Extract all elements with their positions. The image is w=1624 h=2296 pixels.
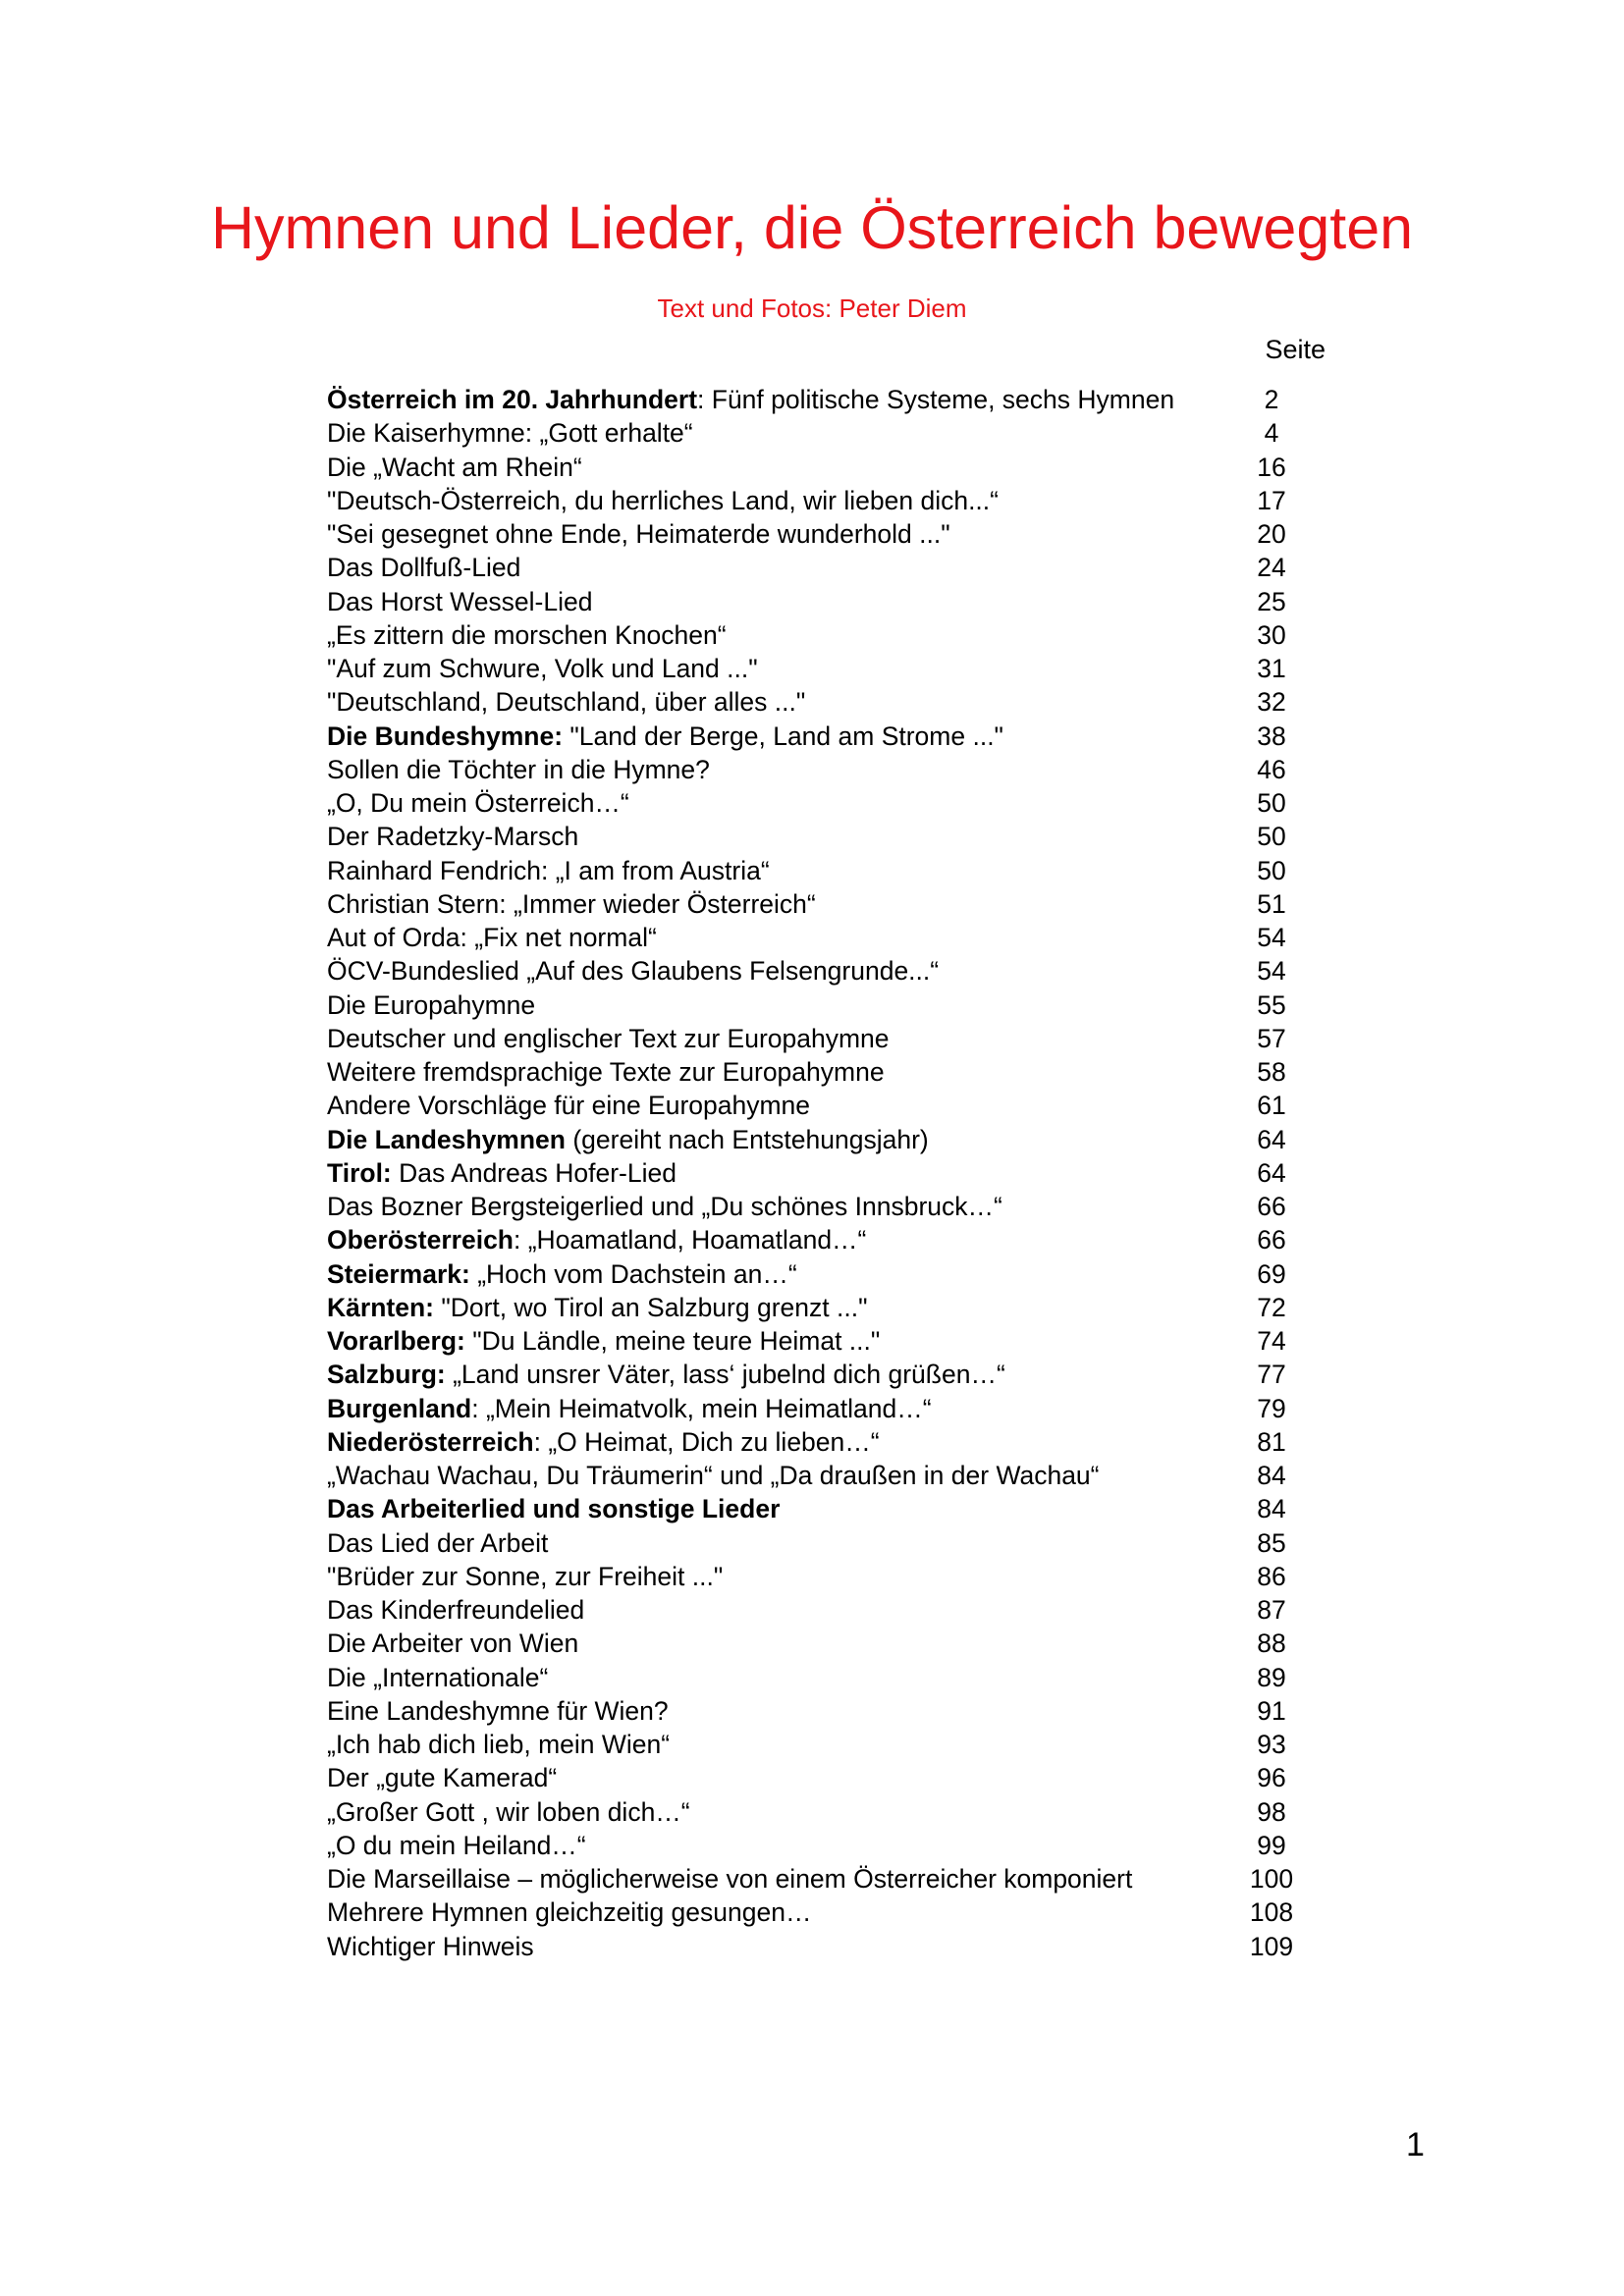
toc-entry-bold-text: Burgenland xyxy=(327,1393,472,1423)
toc-entry-text: „Großer Gott , wir loben dich…“ xyxy=(327,1796,690,1827)
toc-entry-title xyxy=(327,1459,1100,1492)
toc-entry-text: (gereiht nach Entstehungsjahr) xyxy=(565,1124,929,1154)
toc-entry-bold-text: Niederösterreich xyxy=(327,1426,534,1457)
toc-entry-text: Aut of Orda: „Fix net normal“ xyxy=(327,923,657,952)
toc-entry xyxy=(327,685,1328,719)
toc-entry-text: „O, Du mein Österreich…“ xyxy=(327,788,629,818)
toc-entry-title xyxy=(327,1896,811,1929)
toc-entry-page: 17 xyxy=(1257,485,1286,515)
toc-entry-title xyxy=(327,1694,669,1728)
toc-entry-text: "Du Ländle, meine teure Heimat ..." xyxy=(464,1326,881,1356)
toc-entry xyxy=(327,585,1328,618)
toc-entry-page: 66 xyxy=(1257,1192,1286,1221)
toc-entry-title xyxy=(327,921,657,954)
toc-entry-text: Die Europahymne xyxy=(327,989,536,1020)
toc-entry-text: Die Arbeiter von Wien xyxy=(327,1629,579,1659)
toc-entry xyxy=(327,1156,1328,1190)
toc-entry xyxy=(327,451,1328,484)
toc-entry-title xyxy=(327,451,582,484)
toc-entry-text: „Ich hab dich lieb, mein Wien“ xyxy=(327,1730,671,1759)
toc-entry-text: "Sei gesegnet ohne Ende, Heimaterde wunderhold ..." xyxy=(327,519,950,549)
toc-entry-title xyxy=(327,1291,867,1324)
toc-entry xyxy=(327,1257,1328,1291)
toc-entry-text: Eine Landeshymne für Wien? xyxy=(327,1695,669,1726)
toc-entry xyxy=(327,484,1328,517)
toc-entry-bold-text: Österreich im 20. Jahrhundert xyxy=(327,385,698,414)
toc-entry-title xyxy=(327,1358,1005,1391)
toc-entry-page: 38 xyxy=(1257,721,1286,751)
toc-entry xyxy=(327,1930,1328,1963)
toc-entry-text: Das Dollfuß-Lied xyxy=(327,553,521,583)
toc-entry-page: 93 xyxy=(1257,1730,1286,1759)
toc-entry xyxy=(327,854,1328,887)
toc-entry-bold-text: Steiermark: xyxy=(327,1258,470,1289)
toc-entry-text: Die „Internationale“ xyxy=(327,1662,549,1692)
toc-entry-title xyxy=(327,1661,548,1694)
toc-entry-text: Rainhard Fendrich: „I am from Austria“ xyxy=(327,855,770,885)
toc-entry-title xyxy=(327,1392,932,1425)
toc-entry-text: Das Horst Wessel-Lied xyxy=(327,586,593,616)
toc-entry-page: 16 xyxy=(1257,452,1286,482)
toc-entry-title xyxy=(327,1795,690,1829)
toc-entry-text: Sollen die Töchter in die Hymne? xyxy=(327,754,710,784)
toc-entry-title xyxy=(327,1930,534,1963)
document-title: Hymnen und Lieder, die Österreich bewegten xyxy=(210,194,1414,261)
toc-entry-title xyxy=(327,1055,885,1089)
toc-entry-page: 24 xyxy=(1257,553,1286,583)
toc-entry-text: "Land der Berge, Land am Strome ..." xyxy=(563,721,1003,751)
toc-entry-title xyxy=(327,720,1003,753)
toc-entry-title xyxy=(327,1156,677,1190)
toc-entry xyxy=(327,517,1328,551)
toc-entry-text: Weitere fremdsprachige Texte zur Europahymne xyxy=(327,1057,885,1087)
toc-entry-page: 50 xyxy=(1257,855,1286,885)
toc-entry-title xyxy=(327,1492,780,1525)
toc-entry-title xyxy=(327,988,535,1022)
toc-entry-bold-text: Vorarlberg: xyxy=(327,1326,465,1356)
toc-entry xyxy=(327,1560,1328,1593)
toc-entry-page: 55 xyxy=(1257,989,1286,1020)
toc-entry xyxy=(327,551,1328,584)
toc-entry-text: Das Kinderfreundelied xyxy=(327,1595,585,1625)
toc-entry-bold-text: Tirol: xyxy=(327,1157,392,1188)
toc-entry xyxy=(327,1627,1328,1660)
toc-entry-page: 61 xyxy=(1257,1091,1286,1121)
toc-entry-page: 25 xyxy=(1257,586,1286,616)
toc-entry-text: Die Marseillaise – möglicherweise von einem Österreicher komponiert xyxy=(327,1864,1133,1894)
toc-entry xyxy=(327,1492,1328,1525)
toc-entry xyxy=(327,1324,1328,1358)
toc-entry xyxy=(327,1862,1328,1896)
page-number: 1 xyxy=(1406,2126,1425,2163)
toc-entry-text: „Wachau Wachau, Du Träumerin“ und „Da draußen in der Wachau“ xyxy=(327,1461,1100,1490)
toc-entry-page: 84 xyxy=(1257,1494,1286,1524)
toc-entry xyxy=(327,1526,1328,1560)
toc-entry-text: Die „Wacht am Rhein“ xyxy=(327,452,582,482)
toc-entry-text: : „Mein Heimatvolk, mein Heimatland…“ xyxy=(471,1393,932,1423)
toc-entry-text: Andere Vorschläge für eine Europahymne xyxy=(327,1091,811,1121)
toc-entry-title xyxy=(327,1190,1002,1223)
toc-entry-bold-text: Das Arbeiterlied und sonstige Lieder xyxy=(327,1494,781,1524)
toc-entry xyxy=(327,383,1328,416)
toc-entry-title xyxy=(327,753,710,786)
toc-entry-page: 32 xyxy=(1257,687,1286,718)
toc-entry-title xyxy=(327,1761,557,1794)
toc-entry-page: 64 xyxy=(1257,1157,1286,1188)
toc-entry xyxy=(327,416,1328,450)
toc-entry-title xyxy=(327,1257,797,1291)
toc-entry-text: „O du mein Heiland…“ xyxy=(327,1830,586,1860)
toc-entry-page: 84 xyxy=(1257,1461,1286,1490)
toc-entry-title xyxy=(327,416,693,450)
toc-entry-title xyxy=(327,1862,1132,1896)
toc-entry-title xyxy=(327,484,999,517)
toc-entry-title xyxy=(327,1089,810,1122)
toc-entry xyxy=(327,887,1328,921)
toc-entry-page: 66 xyxy=(1257,1225,1286,1255)
toc-entry-page: 87 xyxy=(1257,1595,1286,1625)
toc-entry xyxy=(327,1761,1328,1794)
toc-entry-page: 98 xyxy=(1257,1796,1286,1827)
toc-entry-text: "Deutschland, Deutschland, über alles ..." xyxy=(327,687,806,718)
toc-entry-text: : „Hoamatland, Hoamatland…“ xyxy=(514,1225,867,1255)
toc-entry-text: Deutscher und englischer Text zur Europahymne xyxy=(327,1023,890,1053)
toc-entry-text: Der „gute Kamerad“ xyxy=(327,1763,558,1793)
toc-entry-page: 88 xyxy=(1257,1629,1286,1659)
toc-entry-title xyxy=(327,1526,548,1560)
toc-entry-text: Das Lied der Arbeit xyxy=(327,1527,549,1558)
toc-entry xyxy=(327,1392,1328,1425)
toc-entry-title xyxy=(327,1022,890,1055)
toc-entry-title xyxy=(327,1728,670,1761)
table-of-contents xyxy=(327,383,1328,1963)
toc-entry-page: 54 xyxy=(1257,956,1286,987)
toc-entry xyxy=(327,720,1328,753)
toc-entry-page: 30 xyxy=(1257,619,1286,650)
toc-entry-page: 46 xyxy=(1257,754,1286,784)
toc-entry-title xyxy=(327,854,770,887)
toc-entry-page: 81 xyxy=(1257,1426,1286,1457)
toc-entry-title xyxy=(327,618,727,652)
toc-entry xyxy=(327,1459,1328,1492)
toc-entry-page: 79 xyxy=(1257,1393,1286,1423)
toc-entry-page: 96 xyxy=(1257,1763,1286,1793)
toc-entry xyxy=(327,1661,1328,1694)
toc-entry-title xyxy=(327,383,1174,416)
toc-entry xyxy=(327,921,1328,954)
toc-entry-page: 77 xyxy=(1257,1360,1286,1390)
toc-entry-title xyxy=(327,820,578,853)
toc-entry-page: 91 xyxy=(1257,1695,1286,1726)
toc-entry xyxy=(327,1055,1328,1089)
toc-entry-text: : „O Heimat, Dich zu lieben…“ xyxy=(533,1426,880,1457)
toc-entry-title xyxy=(327,786,629,820)
toc-entry-title xyxy=(327,1560,723,1593)
toc-entry-text: ÖCV-Bundeslied „Auf des Glaubens Felsengrunde...“ xyxy=(327,956,940,987)
toc-entry xyxy=(327,1223,1328,1256)
toc-entry xyxy=(327,786,1328,820)
toc-entry-title xyxy=(327,585,593,618)
toc-entry xyxy=(327,820,1328,853)
toc-entry-page: 20 xyxy=(1257,519,1286,549)
toc-entry-page: 58 xyxy=(1257,1057,1286,1087)
toc-entry xyxy=(327,1896,1328,1929)
toc-entry xyxy=(327,1795,1328,1829)
toc-entry-page: 109 xyxy=(1249,1931,1294,1961)
toc-entry-text: : Fünf politische Systeme, sechs Hymnen xyxy=(697,385,1175,414)
toc-entry xyxy=(327,1728,1328,1761)
toc-entry-page: 51 xyxy=(1257,888,1286,919)
toc-entry-page: 57 xyxy=(1257,1023,1286,1053)
toc-entry xyxy=(327,988,1328,1022)
toc-entry-bold-text: Kärnten: xyxy=(327,1292,434,1322)
toc-entry-title xyxy=(327,887,816,921)
toc-entry-page: 4 xyxy=(1264,418,1279,449)
toc-entry-page: 31 xyxy=(1257,654,1286,683)
toc-entry-title xyxy=(327,1324,880,1358)
toc-entry xyxy=(327,1022,1328,1055)
toc-entry-page: 50 xyxy=(1257,822,1286,852)
toc-entry-bold-text: Salzburg: xyxy=(327,1360,446,1390)
toc-entry-page: 89 xyxy=(1257,1662,1286,1692)
toc-entry-page: 108 xyxy=(1249,1897,1294,1928)
toc-entry-title xyxy=(327,1425,880,1459)
toc-entry xyxy=(327,1425,1328,1459)
toc-entry xyxy=(327,1089,1328,1122)
page-column-header: Seite xyxy=(1265,335,1326,364)
toc-entry-title xyxy=(327,1829,586,1862)
toc-entry xyxy=(327,1829,1328,1862)
toc-entry-page: 99 xyxy=(1257,1830,1286,1860)
toc-entry-title xyxy=(327,1627,578,1660)
toc-entry-text: Das Andreas Hofer-Lied xyxy=(391,1157,677,1188)
toc-entry-text: „Hoch vom Dachstein an…“ xyxy=(469,1258,797,1289)
toc-entry-text: "Auf zum Schwure, Volk und Land ..." xyxy=(327,654,758,683)
toc-entry-text: "Brüder zur Sonne, zur Freiheit ..." xyxy=(327,1561,724,1591)
toc-entry-title xyxy=(327,954,939,988)
toc-entry xyxy=(327,1123,1328,1156)
toc-entry-page: 69 xyxy=(1257,1258,1286,1289)
toc-entry-page: 2 xyxy=(1264,385,1279,414)
toc-entry-text: Der Radetzky-Marsch xyxy=(327,822,579,852)
toc-entry xyxy=(327,1694,1328,1728)
document-subtitle: Text und Fotos: Peter Diem xyxy=(657,294,967,323)
toc-entry-title xyxy=(327,1223,866,1256)
toc-entry-text: Die Kaiserhymne: „Gott erhalte“ xyxy=(327,418,693,449)
toc-entry xyxy=(327,652,1328,685)
toc-entry-text: "Dort, wo Tirol an Salzburg grenzt ..." xyxy=(433,1292,868,1322)
toc-entry xyxy=(327,1593,1328,1627)
toc-entry-text: Christian Stern: „Immer wieder Österreich“ xyxy=(327,888,816,919)
toc-entry-page: 54 xyxy=(1257,923,1286,952)
toc-entry-title xyxy=(327,551,520,584)
toc-entry-title xyxy=(327,1593,584,1627)
toc-entry-page: 86 xyxy=(1257,1561,1286,1591)
toc-entry-page: 64 xyxy=(1257,1124,1286,1154)
toc-entry-title xyxy=(327,685,805,719)
toc-entry xyxy=(327,1358,1328,1391)
toc-entry-page: 72 xyxy=(1257,1292,1286,1322)
toc-entry xyxy=(327,618,1328,652)
toc-entry-page: 50 xyxy=(1257,788,1286,818)
toc-entry-text: Mehrere Hymnen gleichzeitig gesungen… xyxy=(327,1897,812,1928)
toc-entry-text: "Deutsch-Österreich, du herrliches Land, wir lieben dich...“ xyxy=(327,485,999,515)
toc-entry-text: Das Bozner Bergsteigerlied und „Du schönes Innsbruck…“ xyxy=(327,1192,1002,1221)
toc-entry xyxy=(327,753,1328,786)
toc-entry-text: „Es zittern die morschen Knochen“ xyxy=(327,619,727,650)
toc-entry-page: 85 xyxy=(1257,1527,1286,1558)
toc-entry-page: 100 xyxy=(1249,1864,1294,1894)
toc-entry xyxy=(327,1190,1328,1223)
toc-entry-bold-text: Die Bundeshymne: xyxy=(327,721,564,751)
toc-entry xyxy=(327,954,1328,988)
toc-entry-text: Wichtiger Hinweis xyxy=(327,1931,534,1961)
toc-entry-page: 74 xyxy=(1257,1326,1286,1356)
toc-entry xyxy=(327,1291,1328,1324)
toc-entry-text: „Land unsrer Väter, lass‘ jubelnd dich grüßen…“ xyxy=(445,1360,1005,1390)
toc-entry-bold-text: Die Landeshymnen xyxy=(327,1124,566,1154)
toc-entry-title xyxy=(327,652,758,685)
toc-entry-title xyxy=(327,1123,929,1156)
toc-entry-bold-text: Oberösterreich xyxy=(327,1225,514,1255)
toc-entry-title xyxy=(327,517,950,551)
